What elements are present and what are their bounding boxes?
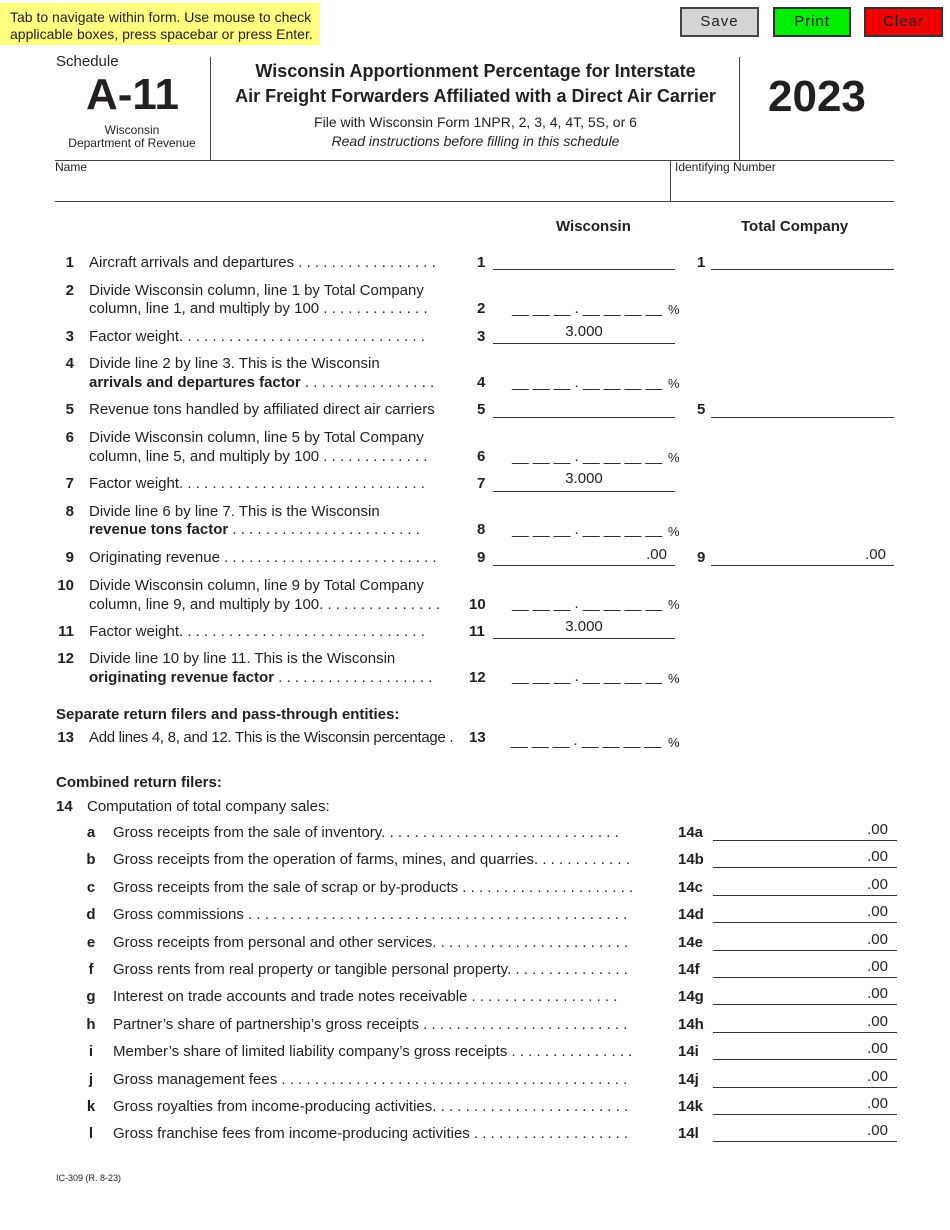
sales-row-input[interactable]: .00 [867, 985, 888, 1002]
sales-row-letter: e [86, 934, 96, 951]
header-divider-right [739, 57, 740, 160]
line-text: Revenue tons handled by affiliated direct air carriers [89, 401, 435, 418]
sales-row-letter: h [86, 1016, 96, 1033]
line3-underline [493, 343, 675, 344]
sales-row-input[interactable]: .00 [867, 876, 888, 893]
sales-row-text: Gross receipts from the sale of inventory. . . . . . . . . . . . . . . . . . . . . . . . . . . . . [113, 824, 619, 841]
percent-sign: % [668, 302, 680, 317]
line-text: Aircraft arrivals and departures . . . . . . . . . . . . . . . . . [89, 254, 436, 271]
clear-button[interactable]: Clear [864, 7, 943, 37]
line-ref: 2 [477, 300, 486, 317]
line-number: 12 [57, 650, 74, 667]
sales-row-letter: g [86, 988, 96, 1005]
sales-row-input[interactable]: .00 [867, 1068, 888, 1085]
line-number: 3 [65, 328, 74, 345]
line9-wisconsin-input[interactable]: .00 [646, 546, 667, 563]
line-text-bold: originating revenue factor [89, 669, 275, 686]
line-number: 11 [58, 623, 74, 640]
percent-sign: % [668, 376, 680, 391]
sales-row-text: Gross receipts from the sale of scrap or by-products . . . . . . . . . . . . . . . . . . . . . [113, 879, 634, 896]
line-ref: 9 [477, 549, 486, 566]
id-number-input[interactable] [676, 176, 892, 200]
id-label: Identifying Number [675, 160, 776, 174]
line-text: Factor weight. . . . . . . . . . . . . . . . . . . . . . . . . . . . . . [89, 623, 425, 640]
percent-sign: % [668, 735, 680, 750]
line-number: 13 [57, 729, 74, 746]
line-text-dots: . . . . . . . . . . . . . . . . . . . . . . . [228, 521, 420, 538]
line11-underline [493, 638, 675, 639]
line-number: 2 [65, 282, 74, 299]
line-text: column, line 1, and multiply by 100 . . . . . . . . . . . . . [89, 300, 428, 317]
wisconsin-column-heading: Wisconsin [556, 218, 631, 235]
line-text: Divide line 10 by line 11. This is the Wisconsin [89, 650, 396, 667]
line-number: 10 [57, 577, 74, 594]
total-company-column-heading: Total Company [741, 218, 849, 235]
sales-row-letter: f [88, 961, 94, 978]
sales-row-ref: 14a [678, 824, 704, 841]
sales-row-underline [713, 977, 897, 978]
line13-percent-input[interactable]: __ __ __ . __ __ __ __ [511, 732, 662, 749]
sales-row-ref: 14k [678, 1098, 704, 1115]
line-ref: 3 [477, 328, 486, 345]
percent-sign: % [668, 597, 680, 612]
read-instructions-text: Read instructions before filling in this schedule [331, 133, 620, 149]
department [56, 124, 208, 150]
sales-row-ref: 14c [678, 879, 704, 896]
line-number: 14 [56, 798, 73, 815]
line1-total-input[interactable] [711, 269, 894, 270]
percent-sign: % [668, 671, 680, 686]
line1-wisconsin-input[interactable] [493, 269, 675, 270]
name-input[interactable] [56, 176, 668, 200]
sales-row-text: Gross receipts from personal and other services. . . . . . . . . . . . . . . . . . . . . . . . [113, 934, 629, 951]
instruction-tip: Tab to navigate within form. Use mouse to check applicable boxes, press spacebar or press Enter. [0, 3, 320, 45]
title-line1: Wisconsin Apportionment Percentage for Interstate [255, 61, 696, 81]
sales-row-ref: 14l [678, 1125, 699, 1142]
line-text-dots: . . . . . . . . . . . . . . . . . . . [274, 669, 433, 686]
sales-row-letter: a [86, 824, 96, 841]
sales-row-ref: 14f [678, 961, 700, 978]
line-text [89, 668, 432, 687]
sales-row-text: Gross rents from real property or tangible personal property. . . . . . . . . . . . . . . [113, 961, 628, 978]
line7-factor-weight: 3.000 [565, 470, 603, 487]
form-id: IC-309 (R. 8-23) [56, 1173, 122, 1183]
line-text: Factor weight. . . . . . . . . . . . . . . . . . . . . . . . . . . . . . [89, 475, 425, 492]
line-text: Divide line 6 by line 7. This is the Wisconsin [89, 503, 380, 520]
line-text: Divide line 2 by line 3. This is the Wisconsin [89, 355, 380, 372]
sales-row-letter: k [86, 1098, 96, 1115]
line4-percent-input[interactable]: __ __ __ . __ __ __ __ [512, 374, 663, 391]
line-number: 1 [65, 254, 74, 271]
sales-row-input[interactable]: .00 [867, 1095, 888, 1112]
line9-total-input[interactable]: .00 [865, 546, 886, 563]
line-ref: 13 [469, 729, 486, 746]
line-ref: 7 [477, 475, 486, 492]
line-number: 4 [65, 355, 74, 372]
sales-row-ref: 14d [678, 906, 704, 923]
line-ref: 11 [469, 623, 485, 640]
sales-row-text: Gross management fees . . . . . . . . . . . . . . . . . . . . . . . . . . . . . . . . . . . . . . . . . . [113, 1071, 628, 1088]
sales-row-ref: 14e [678, 934, 704, 951]
form-title [212, 59, 739, 151]
line-text: Divide Wisconsin column, line 1 by Total Company [89, 282, 424, 299]
sales-row-text: Partner’s share of partnership’s gross receipts . . . . . . . . . . . . . . . . . . . . . . . . . [113, 1016, 628, 1033]
sales-row-input[interactable]: .00 [867, 958, 888, 975]
line-ref: 8 [477, 521, 486, 538]
sales-row-input[interactable]: .00 [867, 931, 888, 948]
sales-row-underline [713, 1114, 897, 1115]
header-divider-left [210, 57, 211, 160]
sales-row-input[interactable]: .00 [867, 848, 888, 865]
line11-factor-weight: 3.000 [565, 618, 603, 635]
line6-percent-input[interactable]: __ __ __ . __ __ __ __ [512, 448, 663, 465]
line9-total-underline [711, 565, 894, 566]
sales-row-underline [713, 1032, 897, 1033]
sales-row-input[interactable]: .00 [867, 821, 888, 838]
sales-row-letter: l [88, 1125, 94, 1142]
sales-row-text: Gross commissions . . . . . . . . . . . . . . . . . . . . . . . . . . . . . . . . . . . . . . . . . . . . . . [113, 906, 628, 923]
line-ref: 9 [697, 549, 706, 566]
dept-line2: Department of Revenue [68, 136, 196, 150]
schedule-label: Schedule [56, 53, 119, 70]
save-button[interactable]: Save [680, 7, 759, 37]
sales-row-letter: c [86, 879, 96, 896]
line-number: 6 [65, 429, 74, 446]
name-bottom-rule [55, 201, 894, 202]
sales-row-input[interactable]: .00 [867, 1040, 888, 1057]
line-text: column, line 5, and multiply by 100 . . . . . . . . . . . . . [89, 448, 428, 465]
id-divider [670, 160, 671, 201]
sales-row-text: Gross royalties from income-producing activities. . . . . . . . . . . . . . . . . . . . . . . . [113, 1098, 629, 1115]
sales-row-letter: b [86, 851, 96, 868]
title-line2: Air Freight Forwarders Affiliated with a Direct Air Carrier [235, 86, 716, 106]
sales-row-ref: 14i [678, 1043, 699, 1060]
line2-percent-input[interactable]: __ __ __ . __ __ __ __ [512, 300, 663, 317]
line-ref: 1 [477, 254, 486, 271]
line9-wisconsin-underline [493, 565, 675, 566]
line-ref: 1 [697, 254, 706, 271]
separate-filers-heading: Separate return filers and pass-through entities: [56, 706, 400, 723]
percent-sign: % [668, 524, 680, 539]
line-text: Divide Wisconsin column, line 5 by Total Company [89, 429, 424, 446]
line-ref: 6 [477, 448, 486, 465]
line-ref: 12 [469, 669, 486, 686]
sales-row-underline [713, 1059, 897, 1060]
line-number: 8 [65, 503, 74, 520]
sales-row-input[interactable]: .00 [867, 1013, 888, 1030]
sales-row-letter: i [88, 1043, 94, 1060]
sales-row-underline [713, 895, 897, 896]
line-text: Originating revenue . . . . . . . . . . . . . . . . . . . . . . . . . . [89, 549, 437, 566]
line-text [89, 373, 434, 392]
percent-sign: % [668, 450, 680, 465]
file-with-text: File with Wisconsin Form 1NPR, 2, 3, 4, 4T, 5S, or 6 [314, 114, 637, 130]
sales-row-underline [713, 950, 897, 951]
sales-row-underline [713, 1004, 897, 1005]
sales-row-text: Gross franchise fees from income-producing activities . . . . . . . . . . . . . . . . . . . [113, 1125, 629, 1142]
sales-row-input[interactable]: .00 [867, 1122, 888, 1139]
sales-row-input[interactable]: .00 [867, 903, 888, 920]
line-ref: 5 [477, 401, 486, 418]
name-label: Name [55, 160, 88, 174]
sales-row-ref: 14b [678, 851, 704, 868]
line-ref: 4 [477, 374, 486, 391]
line-text-bold: revenue tons factor [89, 521, 229, 538]
line-text [89, 520, 420, 539]
sales-row-underline [713, 922, 897, 923]
line3-factor-weight: 3.000 [565, 323, 603, 340]
print-button[interactable]: Print [773, 7, 851, 37]
line5-total-input[interactable] [711, 417, 894, 418]
sales-row-text: Gross receipts from the operation of farms, mines, and quarries. . . . . . . . . . . . [113, 851, 630, 868]
tax-year: 2023 [768, 72, 866, 121]
line-text-bold: arrivals and departures factor [89, 374, 301, 391]
sales-row-letter: d [86, 906, 96, 923]
sales-row-ref: 14g [678, 988, 704, 1005]
line-text-dots: . . . . . . . . . . . . . . . . [300, 374, 435, 391]
schedule-id: A-11 [86, 70, 179, 119]
combined-filers-heading: Combined return filers: [56, 774, 222, 791]
line-text: column, line 9, and multiply by 100. . . . . . . . . . . . . . . [89, 596, 440, 613]
line-text: Add lines 4, 8, and 12. This is the Wisconsin percentage . [89, 729, 454, 746]
sales-row-ref: 14h [678, 1016, 704, 1033]
line8-percent-input[interactable]: __ __ __ . __ __ __ __ [512, 521, 663, 538]
sales-row-ref: 14j [678, 1071, 699, 1088]
line-ref: 5 [697, 401, 706, 418]
line-number: 9 [65, 549, 74, 566]
sales-row-text: Interest on trade accounts and trade notes receivable . . . . . . . . . . . . . . . . . . [113, 988, 618, 1005]
sales-row-letter: j [88, 1071, 94, 1088]
dept-line1: Wisconsin [104, 123, 160, 137]
line-text: Factor weight. . . . . . . . . . . . . . . . . . . . . . . . . . . . . . [89, 328, 425, 345]
line-text: Computation of total company sales: [87, 798, 330, 815]
sales-row-underline [713, 840, 897, 841]
sales-row-underline [713, 867, 897, 868]
line-text: Divide Wisconsin column, line 9 by Total Company [89, 577, 424, 594]
line-ref: 10 [469, 596, 486, 613]
line12-percent-input[interactable]: __ __ __ . __ __ __ __ [512, 668, 663, 685]
sales-row-underline [713, 1141, 897, 1142]
line10-percent-input[interactable]: __ __ __ . __ __ __ __ [512, 595, 663, 612]
line-number: 7 [65, 475, 74, 492]
line7-underline [493, 491, 675, 492]
sales-row-underline [713, 1087, 897, 1088]
line-number: 5 [65, 401, 74, 418]
line5-wisconsin-input[interactable] [493, 417, 675, 418]
sales-row-text: Member’s share of limited liability company’s gross receipts . . . . . . . . . . . . . . . [113, 1043, 633, 1060]
